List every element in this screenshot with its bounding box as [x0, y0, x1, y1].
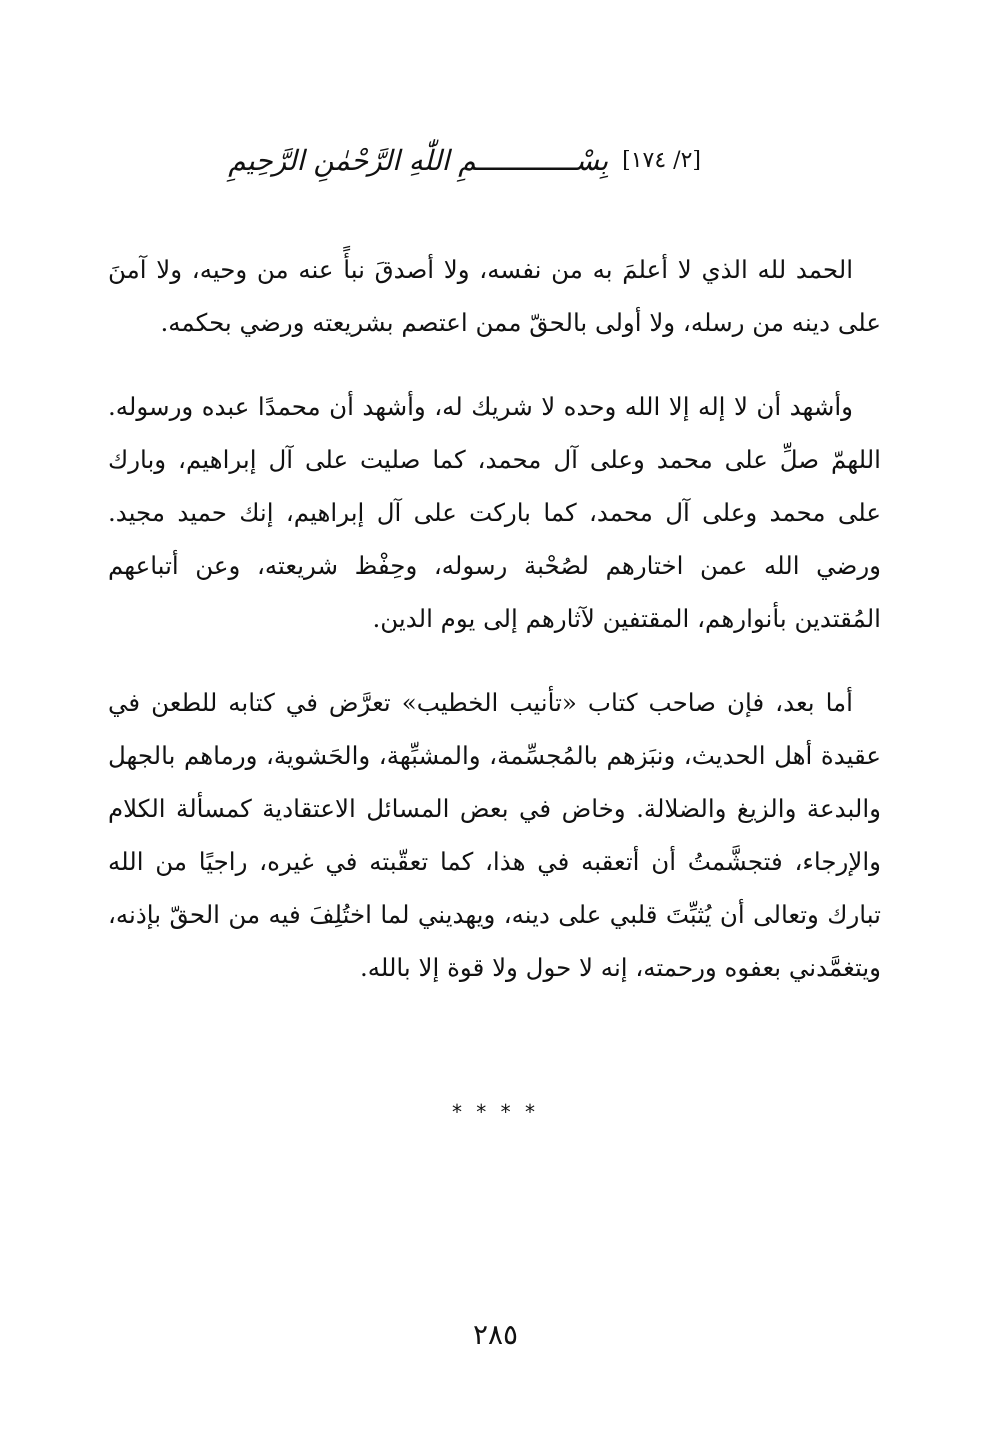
page-header — [228, 140, 701, 180]
body-text — [108, 243, 881, 1025]
volume-page-reference: [٢/ ١٧٤] — [622, 147, 701, 173]
paragraph-introduction: أما بعد، فإن صاحب كتاب «تأنيب الخطيب» تعرَّض في كتابه للطعن في عقيدة أهل الحديث، ونبَزهم بالمُجسِّمة، والمشبِّهة، والحَشوية، ورماهم بالجهل والبدعة والزيغ والضلالة. وخاض في بعض المسائل الاعتقادية كمسألة الكلام والإرجاء، فتجشَّمتُ أن أتعقبه في هذا، كما تعقّبته في غيره، راجيًا من الله تبارك وتعالى أن يُثبِّتَ قلبي على دينه، ويهديني لما اختُلِفَ فيه من الحقّ بإذنه، ويتغمَّدني بعفوه ورحمته، إنه لا حول ولا قوة إلا بالله. — [108, 688, 881, 982]
basmala-heading: بِسْــــــــــــمِ اللّٰهِ الرَّحْمٰنِ الرَّحِيمِ — [228, 143, 609, 177]
paragraph-praise: الحمد لله الذي لا أعلمَ به من نفسه، ولا أصدقَ نبأً عنه من وحيه، ولا آمنَ على دينه من رسله، ولا أولى بالحقّ ممن اعتصم بشريعته ورضي بحكمه. — [108, 255, 881, 337]
paragraph-testimony: وأشهد أن لا إله إلا الله وحده لا شريك له، وأشهد أن محمدًا عبده ورسوله. اللهمّ صلِّ على محمد وعلى آل محمد، كما صليت على آل إبراهيم، وبارك على محمد وعلى آل محمد، كما باركت على آل إبراهيم، إنك حميد مجيد. ورضي الله عمن اختارهم لصُحْبة رسوله، وحِفْظ شريعته، وعن أتباعهم المُقتدين بأنوارهم، المقتفين لآثارهم إلى يوم الدين. — [108, 392, 881, 633]
section-separator: * * * * — [451, 1100, 540, 1124]
page-number: ٢٨٥ — [472, 1318, 519, 1351]
